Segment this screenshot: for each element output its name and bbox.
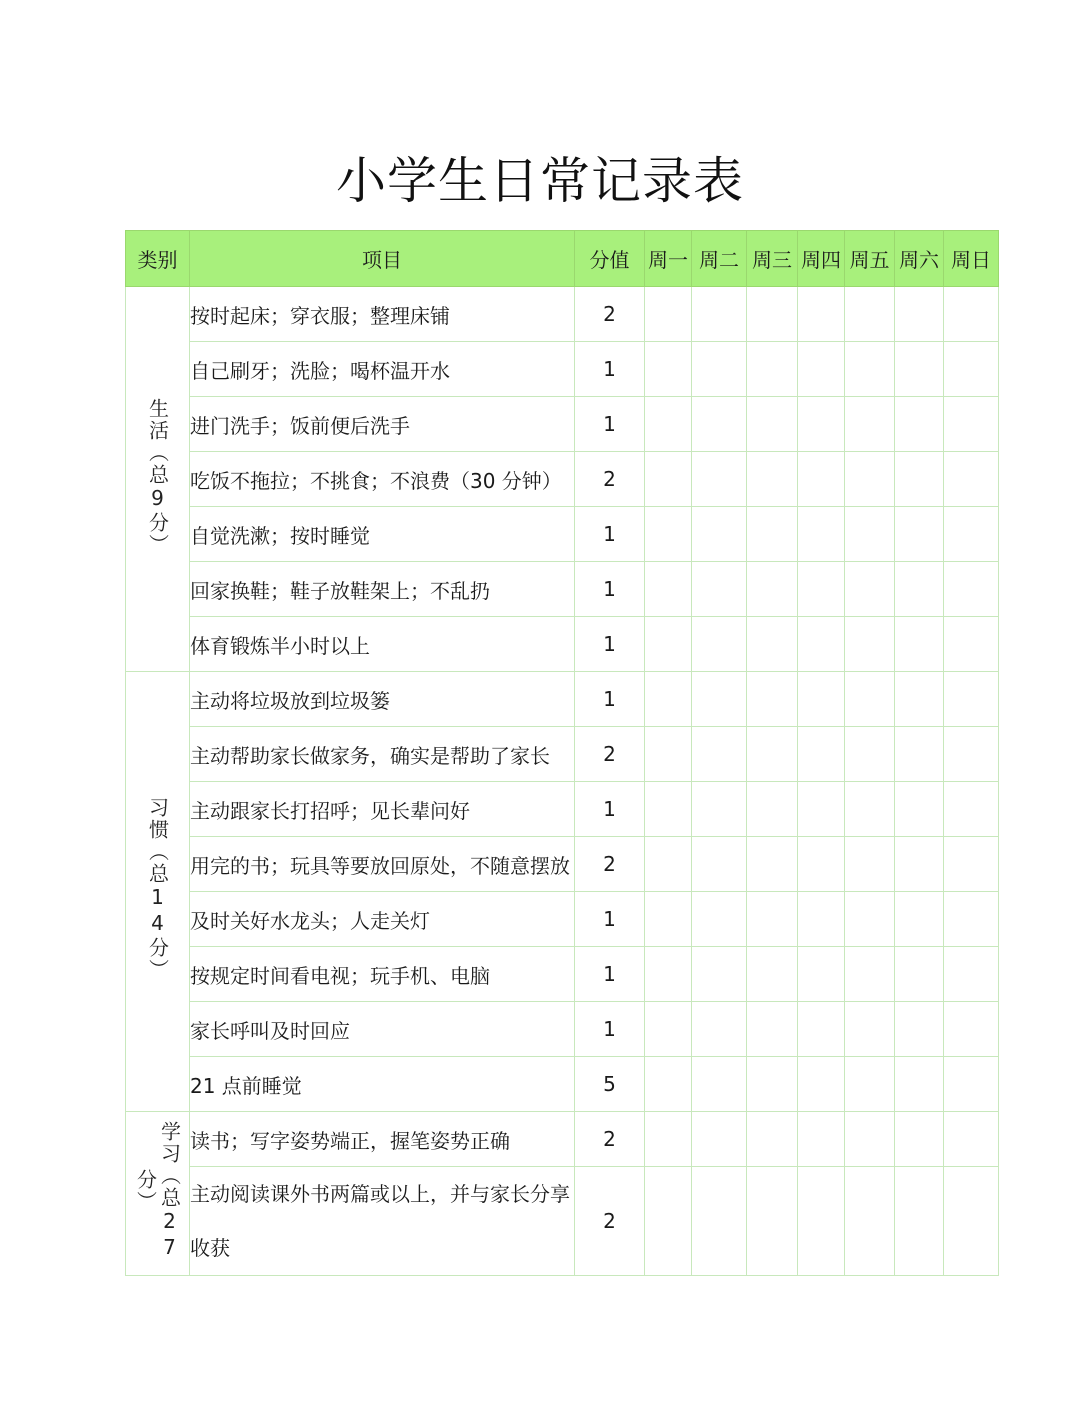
header-saturday: 周六 [895,231,944,287]
header-friday: 周五 [845,231,895,287]
day-cell-sun[interactable] [944,947,999,1002]
day-cell-sun[interactable] [944,562,999,617]
header-category: 类别 [126,231,190,287]
day-cell-sun[interactable] [944,1167,999,1276]
table-row [126,782,999,837]
day-cell-mon[interactable] [645,452,692,507]
day-cell-wed[interactable] [747,507,798,562]
day-cell-sun[interactable] [944,287,999,342]
day-cell-sat[interactable] [895,1057,944,1112]
day-cell-sat[interactable] [895,1002,944,1057]
day-cell-tue[interactable] [692,342,747,397]
table-row [126,287,999,342]
day-cell-wed[interactable] [747,452,798,507]
day-cell-wed[interactable] [747,617,798,672]
category-study [126,1112,190,1276]
day-cell-tue[interactable] [692,287,747,342]
day-cell-fri[interactable] [845,1112,895,1167]
header-tuesday: 周二 [692,231,747,287]
day-cell-thu[interactable] [798,507,845,562]
category-label: 学习（总27分） [133,1121,182,1261]
day-cell-mon[interactable] [645,507,692,562]
item-cell: 自觉洗漱；按时睡觉 [190,507,575,562]
day-cell-mon[interactable] [645,837,692,892]
day-cell-sat[interactable] [895,727,944,782]
header-wednesday: 周三 [747,231,798,287]
day-cell-thu[interactable] [798,837,845,892]
table-row [126,397,999,452]
day-cell-tue[interactable] [692,452,747,507]
header-score: 分值 [575,231,645,287]
day-cell-sun[interactable] [944,782,999,837]
day-cell-wed[interactable] [747,342,798,397]
day-cell-thu[interactable] [798,1112,845,1167]
day-cell-fri[interactable] [845,617,895,672]
day-cell-tue[interactable] [692,672,747,727]
day-cell-sat[interactable] [895,287,944,342]
day-cell-sat[interactable] [895,782,944,837]
day-cell-wed[interactable] [747,1167,798,1276]
header-thursday: 周四 [798,231,845,287]
day-cell-sun[interactable] [944,507,999,562]
header-monday: 周一 [645,231,692,287]
day-cell-thu[interactable] [798,947,845,1002]
day-cell-wed[interactable] [747,1112,798,1167]
score-cell: 2 [575,1167,645,1276]
item-cell: 21 点前睡觉 [190,1057,575,1112]
day-cell-tue[interactable] [692,1057,747,1112]
score-cell: 1 [575,397,645,452]
score-cell: 1 [575,342,645,397]
day-cell-thu[interactable] [798,1057,845,1112]
day-cell-fri[interactable] [845,507,895,562]
day-cell-mon[interactable] [645,782,692,837]
day-cell-wed[interactable] [747,562,798,617]
table-row [126,617,999,672]
day-cell-sat[interactable] [895,947,944,1002]
day-cell-sat[interactable] [895,452,944,507]
day-cell-thu[interactable] [798,782,845,837]
day-cell-mon[interactable] [645,342,692,397]
day-cell-sun[interactable] [944,397,999,452]
day-cell-mon[interactable] [645,617,692,672]
day-cell-fri[interactable] [845,837,895,892]
table-row [126,672,999,727]
day-cell-fri[interactable] [845,452,895,507]
day-cell-fri[interactable] [845,397,895,452]
day-cell-fri[interactable] [845,727,895,782]
day-cell-fri[interactable] [845,782,895,837]
day-cell-wed[interactable] [747,287,798,342]
score-cell: 1 [575,782,645,837]
day-cell-thu[interactable] [798,287,845,342]
table-row [126,1057,999,1112]
header-row [126,231,999,287]
table-row [126,342,999,397]
day-cell-wed[interactable] [747,397,798,452]
day-cell-fri[interactable] [845,672,895,727]
day-cell-mon[interactable] [645,1057,692,1112]
day-cell-tue[interactable] [692,727,747,782]
day-cell-wed[interactable] [747,1002,798,1057]
day-cell-fri[interactable] [845,1057,895,1112]
item-cell: 主动将垃圾放到垃圾篓 [190,672,575,727]
day-cell-fri[interactable] [845,1002,895,1057]
table-row [126,507,999,562]
category-label: 生活（总9分） [145,397,170,556]
score-cell: 2 [575,727,645,782]
day-cell-tue[interactable] [692,507,747,562]
item-cell: 主动阅读课外书两篇或以上，并与家长分享收获 [190,1167,575,1276]
day-cell-fri[interactable] [845,947,895,1002]
day-cell-thu[interactable] [798,1002,845,1057]
table-row [126,1167,999,1276]
category-life [126,287,190,672]
day-cell-thu[interactable] [798,452,845,507]
category-label: 习惯（总14分） [145,797,170,981]
day-cell-wed[interactable] [747,672,798,727]
day-cell-mon[interactable] [645,892,692,947]
table-row [126,1112,999,1167]
day-cell-sun[interactable] [944,1057,999,1112]
table-row [126,892,999,947]
day-cell-mon[interactable] [645,1112,692,1167]
day-cell-fri[interactable] [845,287,895,342]
score-cell: 1 [575,672,645,727]
day-cell-mon[interactable] [645,947,692,1002]
score-cell: 1 [575,1002,645,1057]
day-cell-tue[interactable] [692,617,747,672]
day-cell-sun[interactable] [944,672,999,727]
item-cell: 进门洗手；饭前便后洗手 [190,397,575,452]
score-cell: 1 [575,947,645,1002]
day-cell-tue[interactable] [692,397,747,452]
day-cell-tue[interactable] [692,1112,747,1167]
day-cell-sat[interactable] [895,1112,944,1167]
day-cell-tue[interactable] [692,837,747,892]
day-cell-sun[interactable] [944,837,999,892]
day-cell-sun[interactable] [944,452,999,507]
day-cell-sat[interactable] [895,837,944,892]
item-cell: 按时起床；穿衣服；整理床铺 [190,287,575,342]
day-cell-thu[interactable] [798,617,845,672]
day-cell-thu[interactable] [798,562,845,617]
day-cell-fri[interactable] [845,562,895,617]
score-cell: 2 [575,287,645,342]
score-cell: 2 [575,837,645,892]
day-cell-wed[interactable] [747,727,798,782]
day-cell-wed[interactable] [747,892,798,947]
header-item: 项目 [190,231,575,287]
day-cell-mon[interactable] [645,727,692,782]
item-cell: 按规定时间看电视；玩手机、电脑 [190,947,575,1002]
day-cell-sun[interactable] [944,1112,999,1167]
score-cell: 2 [575,452,645,507]
item-cell: 用完的书；玩具等要放回原处，不随意摆放 [190,837,575,892]
score-cell: 5 [575,1057,645,1112]
day-cell-sun[interactable] [944,1002,999,1057]
category-habit [126,672,190,1112]
table-row [126,947,999,1002]
day-cell-thu[interactable] [798,892,845,947]
day-cell-sun[interactable] [944,892,999,947]
day-cell-tue[interactable] [692,1167,747,1276]
table-row [126,452,999,507]
day-cell-sat[interactable] [895,672,944,727]
day-cell-tue[interactable] [692,562,747,617]
day-cell-mon[interactable] [645,672,692,727]
page-title: 小学生日常记录表 [336,152,744,210]
score-cell: 1 [575,507,645,562]
day-cell-sun[interactable] [944,617,999,672]
day-cell-fri[interactable] [845,342,895,397]
item-cell: 吃饭不拖拉；不挑食；不浪费（30 分钟） [190,452,575,507]
day-cell-tue[interactable] [692,892,747,947]
item-cell: 主动跟家长打招呼；见长辈问好 [190,782,575,837]
day-cell-fri[interactable] [845,1167,895,1276]
item-cell: 自己刷牙；洗脸；喝杯温开水 [190,342,575,397]
day-cell-mon[interactable] [645,397,692,452]
day-cell-thu[interactable] [798,1167,845,1276]
score-cell: 1 [575,892,645,947]
table-row [126,837,999,892]
day-cell-sat[interactable] [895,562,944,617]
item-cell: 回家换鞋；鞋子放鞋架上；不乱扔 [190,562,575,617]
table-row [126,727,999,782]
score-cell: 1 [575,562,645,617]
day-cell-thu[interactable] [798,397,845,452]
day-cell-mon[interactable] [645,562,692,617]
day-cell-fri[interactable] [845,892,895,947]
item-cell: 读书；写字姿势端正，握笔姿势正确 [190,1112,575,1167]
day-cell-sat[interactable] [895,507,944,562]
day-cell-mon[interactable] [645,1002,692,1057]
table-row [126,562,999,617]
day-cell-tue[interactable] [692,782,747,837]
day-cell-sat[interactable] [895,1167,944,1276]
score-cell: 2 [575,1112,645,1167]
day-cell-wed[interactable] [747,1057,798,1112]
day-cell-wed[interactable] [747,947,798,1002]
item-cell: 及时关好水龙头；人走关灯 [190,892,575,947]
header-sunday: 周日 [944,231,999,287]
day-cell-wed[interactable] [747,837,798,892]
table-row [126,1002,999,1057]
day-cell-sun[interactable] [944,727,999,782]
day-cell-tue[interactable] [692,1002,747,1057]
item-cell: 主动帮助家长做家务，确实是帮助了家长 [190,727,575,782]
day-cell-sat[interactable] [895,397,944,452]
day-cell-mon[interactable] [645,287,692,342]
day-cell-sat[interactable] [895,617,944,672]
day-cell-sat[interactable] [895,342,944,397]
score-cell: 1 [575,617,645,672]
day-cell-tue[interactable] [692,947,747,1002]
item-cell: 家长呼叫及时回应 [190,1002,575,1057]
day-cell-sun[interactable] [944,342,999,397]
day-cell-mon[interactable] [645,1167,692,1276]
day-cell-sat[interactable] [895,892,944,947]
item-cell: 体育锻炼半小时以上 [190,617,575,672]
day-cell-thu[interactable] [798,727,845,782]
day-cell-wed[interactable] [747,782,798,837]
daily-record-table [125,230,999,1276]
day-cell-thu[interactable] [798,342,845,397]
day-cell-thu[interactable] [798,672,845,727]
